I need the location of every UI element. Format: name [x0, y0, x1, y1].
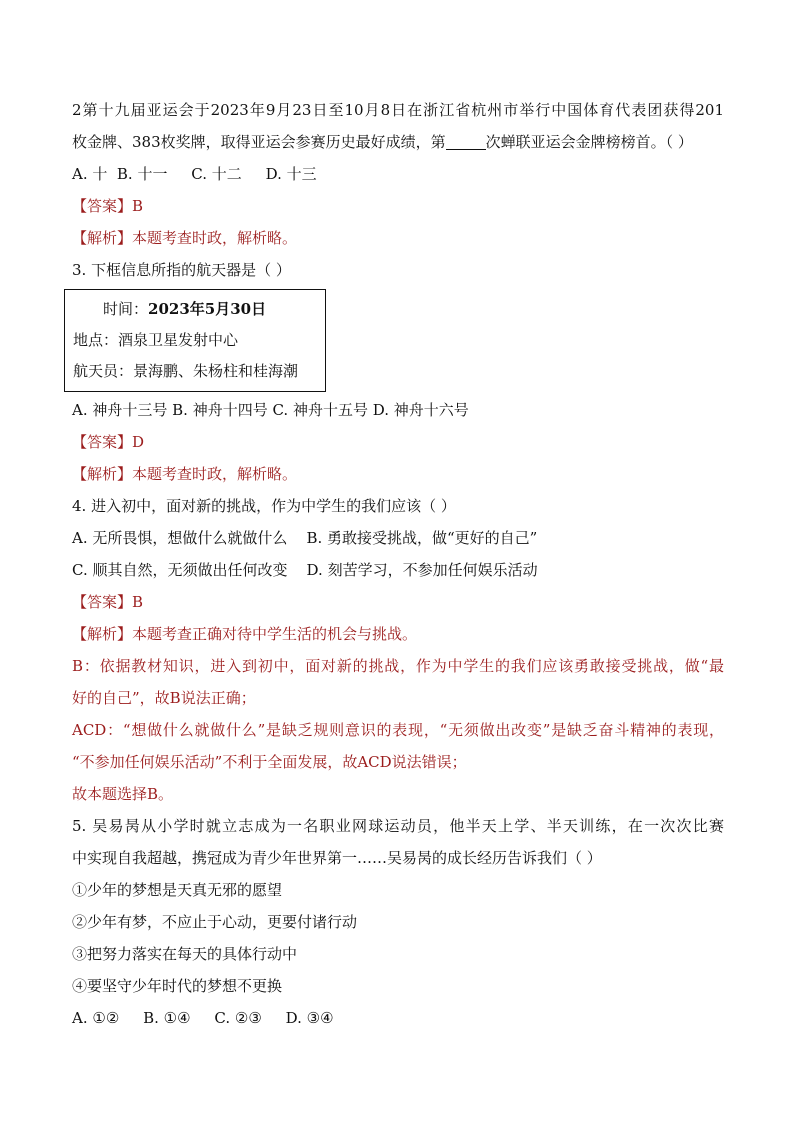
q3-box-place: 地点：酒泉卫星发射中心 — [73, 331, 239, 349]
q5-item-3: ③把努力落实在每天的具体行动中 — [72, 945, 298, 963]
q3-answer — [72, 426, 724, 458]
q5-item-1: ①少年的梦想是天真无邪的愿望 — [72, 881, 283, 899]
q4-answer-label: 【答案】 — [72, 593, 133, 611]
q2-answer — [72, 190, 724, 222]
q2-stem-line2-b: 次蝉联亚运会金牌榜榜首。（ ） — [485, 133, 693, 151]
q2-answer-value: B — [132, 197, 144, 215]
q3-analysis-label: 【解析】 — [72, 465, 133, 483]
q3-analysis — [72, 458, 724, 490]
q4-analysis-label: 【解析】 — [72, 625, 133, 643]
document-content — [72, 94, 724, 1034]
q3-answer-value: D — [132, 433, 145, 451]
q2-options: A. 十 B. 十一 C. 十二 D. 十三 — [72, 165, 317, 183]
q4-answer — [72, 586, 724, 618]
q5-item-2: ②少年有梦，不应止于心动，更要付诸行动 — [72, 913, 358, 931]
q5-item-4: ④要坚守少年时代的梦想不更换 — [72, 977, 283, 995]
q5-options: A. ①② B. ①④ C. ②③ D. ③④ — [72, 1009, 334, 1027]
q4-analysis — [72, 618, 724, 650]
q3-answer-label: 【答案】 — [72, 433, 133, 451]
q4-explain-acd-line2: “不参加任何娱乐活动”不利于全面发展，故ACD说法错误； — [72, 753, 467, 771]
q2-analysis-label: 【解析】 — [72, 229, 133, 247]
q2-stem-line2 — [72, 126, 724, 158]
q3-analysis-text: 本题考查时政，解析略。 — [132, 465, 298, 483]
q4-answer-value: B — [132, 593, 144, 611]
q5-stem-line1: 5. 吴易昺从小学时就立志成为一名职业网球运动员，他半天上学、半天训练，在一次次比赛 — [72, 817, 724, 835]
q5-stem-line2: 中实现自我超越，携冠成为青少年世界第一……吴易昺的成长经历告诉我们（ ） — [72, 849, 602, 867]
q3-info-box — [64, 289, 326, 392]
q4-options-row1: A. 无所畏惧，想做什么就做什么 B. 勇敢接受挑战，做“更好的自己” — [72, 529, 538, 547]
q4-explain-acd-line1: ACD：“想做什么就做什么”是缺乏规则意识的表现，“无须做出改变”是缺乏奋斗精神的表现， — [72, 721, 724, 739]
q3-box-time-value: 2023年5月30日 — [148, 300, 267, 318]
q3-box-time-label: 时间： — [103, 300, 149, 318]
q4-analysis-text: 本题考查正确对待中学生活的机会与挑战。 — [132, 625, 418, 643]
q3-box-time — [73, 294, 325, 325]
q3-stem: 3. 下框信息所指的航天器是（ ） — [72, 261, 291, 279]
q2-analysis-text: 本题考查时政，解析略。 — [132, 229, 298, 247]
q2-stem-line2-a: 枚金牌、383枚奖牌，取得亚运会参赛历史最好成绩，第 — [72, 133, 446, 151]
q4-explain-b-line1: B：依据教材知识，进入到初中，面对新的挑战，作为中学生的我们应该勇敢接受挑战，做“最 — [72, 657, 724, 675]
q2-fill-blank — [446, 131, 486, 150]
q3-options: A. 神舟十三号 B. 神舟十四号 C. 神舟十五号 D. 神舟十六号 — [72, 401, 469, 419]
q4-stem: 4. 进入初中，面对新的挑战，作为中学生的我们应该（ ） — [72, 497, 456, 515]
q4-explain-b-line2: 好的自己”，故B说法正确； — [72, 689, 256, 707]
q2-stem-line1: 2第十九届亚运会于2023年9月23日至10月8日在浙江省杭州市举行中国体育代表团获得201 — [72, 101, 724, 119]
q2-answer-label: 【答案】 — [72, 197, 133, 215]
q3-box-astronauts: 航天员：景海鹏、朱杨柱和桂海潮 — [73, 362, 299, 380]
q2-analysis — [72, 222, 724, 254]
q4-conclusion: 故本题选择B。 — [72, 785, 174, 803]
q4-options-row2: C. 顺其自然，无须做出任何改变 D. 刻苦学习，不参加任何娱乐活动 — [72, 561, 538, 579]
